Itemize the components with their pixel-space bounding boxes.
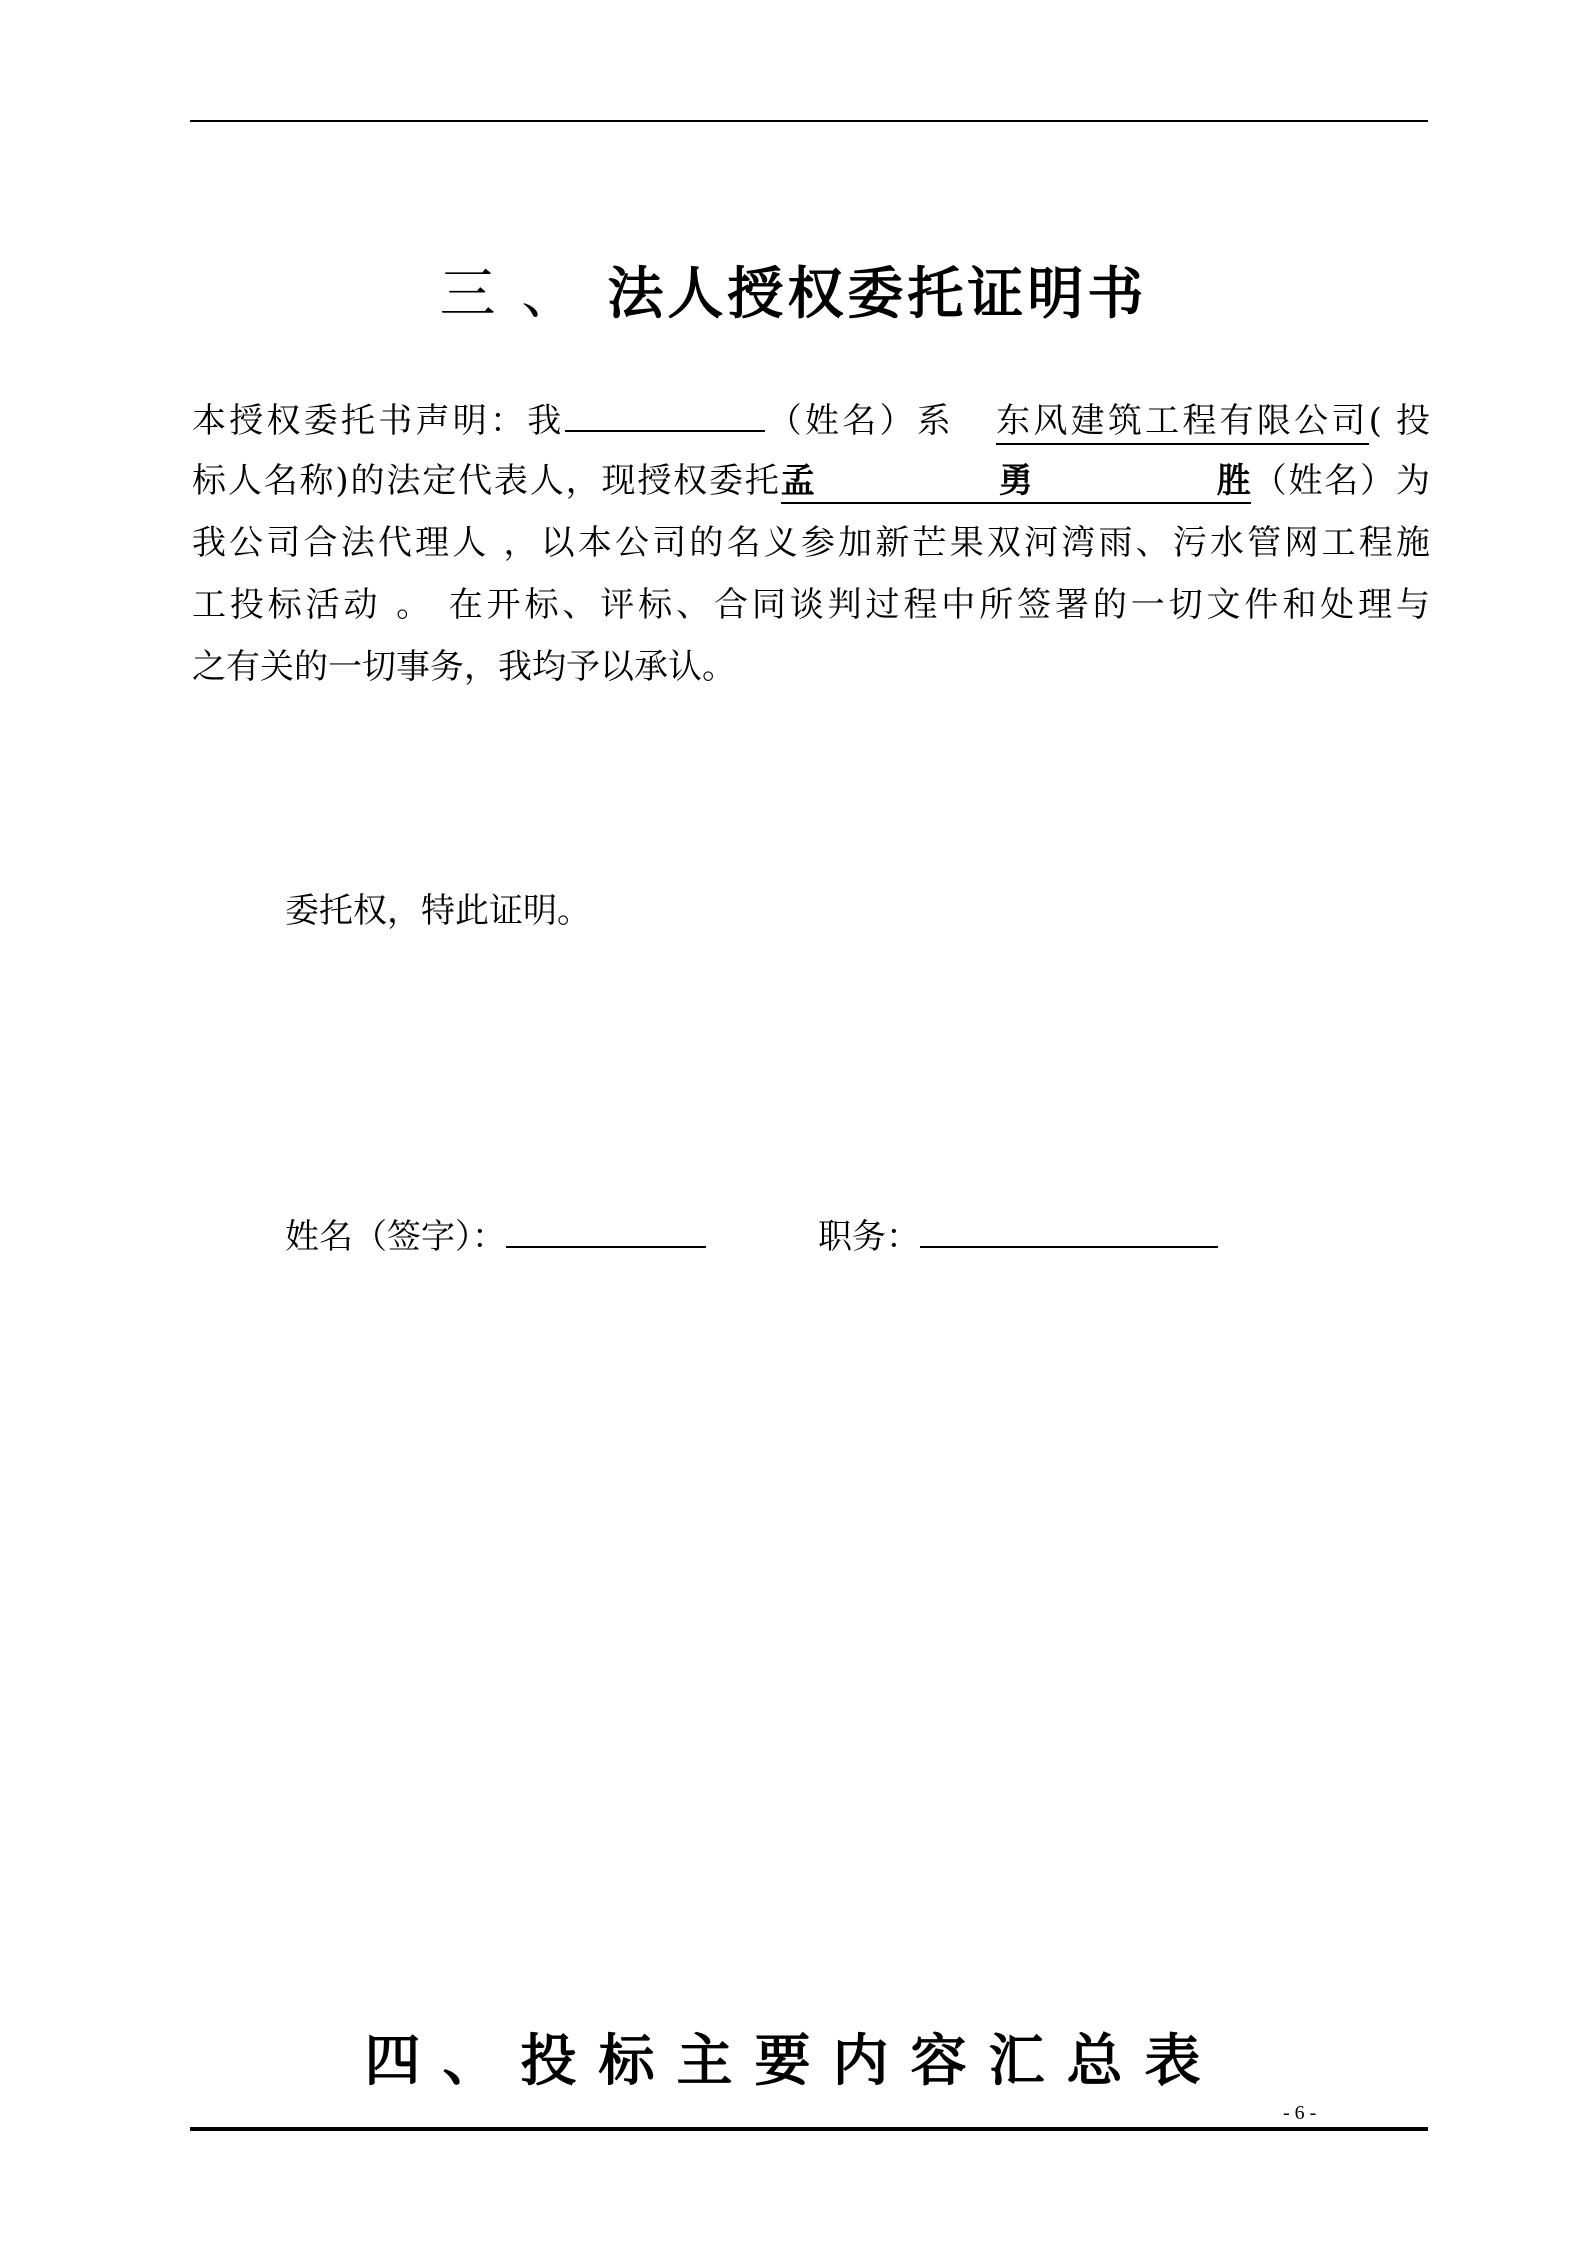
- name-label-2: （姓名）为: [1250, 461, 1431, 501]
- company-name: 东风建筑工程有限公司: [996, 401, 1369, 445]
- section-title-text: 法人授权委托证明书: [607, 261, 1148, 327]
- paragraph-line-2: [192, 450, 1430, 512]
- legal-rep-text: 标人名称)的法定代表人，现授权委托: [192, 461, 781, 501]
- authorization-paragraph: [192, 388, 1430, 698]
- signature-title-blank: [920, 1206, 1218, 1248]
- paragraph-line-5: 之有关的一切事务，我均予以承认。: [192, 647, 736, 687]
- section-title: [0, 258, 1587, 331]
- page-number: - 6 -: [1283, 2102, 1317, 2124]
- section-number: 三 、: [439, 262, 582, 327]
- legal-rep-name-blank: [565, 388, 765, 432]
- bidder-label-start: ( 投: [1368, 401, 1430, 441]
- paragraph-line-3: 我公司合法代理人 ，以本公司的名义参加新芒果双河湾雨、污水管网工程施: [192, 523, 1430, 563]
- signature-name-label: 姓名（签字）：: [285, 1217, 506, 1257]
- header-rule: [190, 120, 1428, 122]
- signature-row: [285, 1206, 1218, 1268]
- closing-statement: 委托权，特此证明。: [285, 891, 591, 931]
- name-label-1: （姓名）系: [764, 401, 954, 441]
- next-section-title: 四、投标主要内容汇总表: [364, 2028, 1223, 2094]
- signature-title-label: 职务：: [818, 1217, 920, 1257]
- signature-name-blank: [506, 1206, 706, 1248]
- footer-rule: [190, 2127, 1428, 2131]
- paragraph-line-4: 工投标活动 。 在开标、评标、合同谈判过程中所签署的一切文件和处理与: [192, 585, 1430, 625]
- paragraph-line-1: [192, 388, 1430, 450]
- agent-name: 孟勇胜: [781, 460, 1251, 504]
- statement-lead: 本授权委托书声明：我: [192, 401, 565, 441]
